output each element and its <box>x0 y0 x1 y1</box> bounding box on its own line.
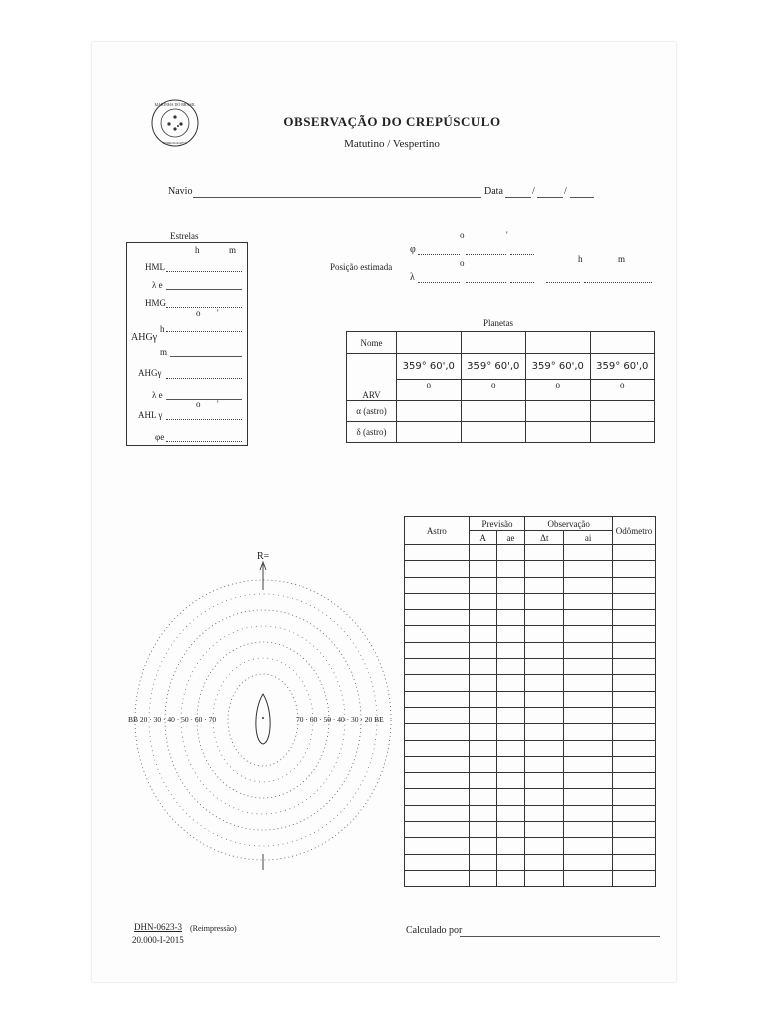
observation-cell[interactable] <box>613 610 656 626</box>
observation-cell[interactable] <box>564 822 613 838</box>
observation-row <box>405 724 656 740</box>
observation-cell[interactable] <box>564 756 613 772</box>
posicao-degree-mid: o <box>460 258 465 268</box>
phi-e-field[interactable] <box>166 441 242 442</box>
lambda-decimal-field[interactable] <box>510 282 534 283</box>
observation-cell[interactable] <box>469 724 496 740</box>
observation-cell[interactable] <box>525 838 564 854</box>
observation-cell[interactable] <box>469 561 496 577</box>
delta-entry-cell[interactable] <box>461 421 526 442</box>
observation-cell[interactable] <box>525 773 564 789</box>
observation-cell[interactable] <box>564 870 613 886</box>
data-year-field[interactable] <box>570 197 594 198</box>
observation-cell[interactable] <box>405 545 470 561</box>
previsao-header: Previsão <box>469 517 525 531</box>
planetas-row-label-delta: δ (astro) <box>347 421 397 442</box>
observation-cell[interactable] <box>564 740 613 756</box>
estrelas-m-header: m <box>229 245 237 255</box>
lambda-e-field-2[interactable] <box>166 399 242 400</box>
r-label: R= <box>257 551 270 562</box>
observation-cell[interactable] <box>496 724 525 740</box>
observation-cell[interactable] <box>496 805 525 821</box>
navio-label: Navio <box>168 186 193 197</box>
lambda-e-field-1[interactable] <box>166 289 242 290</box>
observation-cell[interactable] <box>496 642 525 658</box>
observation-cell[interactable] <box>496 675 525 691</box>
observation-cell[interactable] <box>496 610 525 626</box>
observation-cell[interactable] <box>525 545 564 561</box>
observation-cell[interactable] <box>405 789 470 805</box>
observation-cell[interactable] <box>525 707 564 723</box>
observation-cell[interactable] <box>525 822 564 838</box>
observation-row <box>405 593 656 609</box>
observation-cell[interactable] <box>564 724 613 740</box>
alpha-entry-cell[interactable] <box>590 400 655 421</box>
observation-cell[interactable] <box>564 707 613 723</box>
degree-mark-2: o <box>196 399 201 409</box>
observation-cell[interactable] <box>525 626 564 642</box>
observation-cell[interactable] <box>525 870 564 886</box>
observation-cell[interactable] <box>496 707 525 723</box>
lambda-e-label-1: λ e <box>152 280 163 290</box>
be-scale-label: 70 · 60 · 50 · 40 · 30 · 20 BE <box>296 715 384 724</box>
observation-cell[interactable] <box>564 577 613 593</box>
observation-cell[interactable] <box>564 561 613 577</box>
delta-t-header: Δt <box>525 531 564 545</box>
observation-cell[interactable] <box>613 838 656 854</box>
observation-cell[interactable] <box>469 805 496 821</box>
observation-cell[interactable] <box>496 626 525 642</box>
observation-row <box>405 626 656 642</box>
observation-cell[interactable] <box>405 659 470 675</box>
observation-cell[interactable] <box>469 740 496 756</box>
observation-row <box>405 691 656 707</box>
calculado-por-label: Calculado por <box>406 925 463 936</box>
observation-cell[interactable] <box>564 610 613 626</box>
observation-cell[interactable] <box>496 838 525 854</box>
minute-mark-2: ' <box>217 399 219 409</box>
observation-cell[interactable] <box>564 675 613 691</box>
phi-minutes-field[interactable] <box>466 254 506 255</box>
planet-name-cell[interactable] <box>526 332 591 354</box>
observation-cell[interactable] <box>496 659 525 675</box>
planet-name-cell[interactable] <box>461 332 526 354</box>
observation-cell[interactable] <box>496 545 525 561</box>
observation-cell[interactable] <box>613 561 656 577</box>
observation-cell[interactable] <box>613 756 656 772</box>
observation-cell[interactable] <box>469 870 496 886</box>
observation-cell[interactable] <box>525 610 564 626</box>
lambda-e-label-2: λ e <box>152 390 163 400</box>
center-dot <box>262 717 264 719</box>
observation-row <box>405 545 656 561</box>
observation-cell[interactable] <box>405 610 470 626</box>
observation-cell[interactable] <box>525 854 564 870</box>
m-small-label: m <box>160 347 168 357</box>
observation-cell[interactable] <box>469 593 496 609</box>
hml-label: HML <box>145 262 165 272</box>
observation-cell[interactable] <box>564 838 613 854</box>
observation-cell[interactable] <box>525 805 564 821</box>
observation-cell[interactable] <box>469 707 496 723</box>
delta-entry-cell[interactable] <box>590 421 655 442</box>
observation-row <box>405 870 656 886</box>
posicao-m-field[interactable] <box>584 282 652 283</box>
observation-cell[interactable] <box>525 642 564 658</box>
data-separator-2: / <box>564 186 567 197</box>
arv-entry-cell[interactable] <box>397 380 462 400</box>
arv-value-cell: 359° 60',0 <box>461 354 526 380</box>
altitude-ring <box>228 674 298 766</box>
observation-row <box>405 740 656 756</box>
planetas-title: Planetas <box>483 318 513 328</box>
observation-cell[interactable] <box>613 789 656 805</box>
observation-cell[interactable] <box>613 773 656 789</box>
observation-cell[interactable] <box>613 642 656 658</box>
posicao-m-header: m <box>618 254 626 264</box>
observation-cell[interactable] <box>525 561 564 577</box>
observation-cell[interactable] <box>405 626 470 642</box>
observation-cell[interactable] <box>613 545 656 561</box>
observation-row <box>405 610 656 626</box>
planet-name-cell[interactable] <box>590 332 655 354</box>
arv-value-cell: 359° 60',0 <box>590 354 655 380</box>
phi-e-label: φe <box>155 432 165 442</box>
planetas-table <box>346 331 655 443</box>
observation-cell[interactable] <box>525 789 564 805</box>
observation-cell[interactable] <box>613 740 656 756</box>
observation-cell[interactable] <box>613 870 656 886</box>
observation-cell[interactable] <box>405 593 470 609</box>
h-small-label: h <box>160 324 165 334</box>
observation-row <box>405 642 656 658</box>
ai-header: ai <box>564 531 613 545</box>
alpha-entry-cell[interactable] <box>526 400 591 421</box>
svg-text:HIDROGRAFIA: HIDROGRAFIA <box>162 141 188 145</box>
astro-header: Astro <box>405 517 470 545</box>
m-small-field[interactable] <box>170 356 242 357</box>
phi-label: φ <box>410 244 416 255</box>
estrelas-title: Estrelas <box>170 231 199 241</box>
observation-cell[interactable] <box>564 545 613 561</box>
observation-cell[interactable] <box>405 773 470 789</box>
observation-cell[interactable] <box>496 740 525 756</box>
observation-cell[interactable] <box>613 854 656 870</box>
observation-cell[interactable] <box>405 805 470 821</box>
planetas-row-label-blank <box>347 354 397 380</box>
h-small-field[interactable] <box>166 331 242 332</box>
data-month-field[interactable] <box>537 197 563 198</box>
observation-cell[interactable] <box>613 805 656 821</box>
observation-cell[interactable] <box>613 577 656 593</box>
posicao-degree-top: o <box>460 230 465 240</box>
ahg-gamma-label-1: AHGγ <box>131 332 158 343</box>
observation-cell[interactable] <box>469 838 496 854</box>
observation-cell[interactable] <box>469 854 496 870</box>
observation-row <box>405 805 656 821</box>
observation-cell[interactable] <box>405 870 470 886</box>
observation-cell[interactable] <box>469 822 496 838</box>
observation-cell[interactable] <box>564 642 613 658</box>
observation-row <box>405 707 656 723</box>
observation-cell[interactable] <box>525 724 564 740</box>
svg-text:MARINHA DO BRASIL: MARINHA DO BRASIL <box>154 102 196 107</box>
planet-name-cell[interactable] <box>397 332 462 354</box>
planetas-row-label-arv: ARV <box>347 380 397 400</box>
observation-cell[interactable] <box>564 593 613 609</box>
observation-cell[interactable] <box>613 691 656 707</box>
observation-cell[interactable] <box>469 610 496 626</box>
observation-cell[interactable] <box>613 707 656 723</box>
observation-cell[interactable] <box>405 561 470 577</box>
observation-row <box>405 854 656 870</box>
observation-cell[interactable] <box>564 691 613 707</box>
observation-cell[interactable] <box>469 626 496 642</box>
arv-entry-cell[interactable] <box>461 380 526 400</box>
observation-cell[interactable] <box>613 659 656 675</box>
a-header: A <box>469 531 496 545</box>
observation-cell[interactable] <box>525 691 564 707</box>
observation-cell[interactable] <box>564 789 613 805</box>
observation-cell[interactable] <box>525 675 564 691</box>
observation-cell[interactable] <box>496 561 525 577</box>
planetas-row-label-alpha: α (astro) <box>347 400 397 421</box>
arv-value-cell: 359° 60',0 <box>526 354 591 380</box>
navio-field[interactable] <box>193 197 481 198</box>
degree-mark: o <box>491 380 496 391</box>
observation-cell[interactable] <box>496 870 525 886</box>
lambda-minutes-field[interactable] <box>466 282 506 283</box>
estrelas-h-header: h <box>195 245 200 255</box>
observation-cell[interactable] <box>469 756 496 772</box>
observation-cell[interactable] <box>564 659 613 675</box>
arv-entry-cell[interactable] <box>590 380 655 400</box>
observation-cell[interactable] <box>469 675 496 691</box>
degree-mark: o <box>555 380 560 391</box>
reimpressao-label: (Reimpressão) <box>190 924 237 933</box>
degree-mark: o <box>426 380 431 391</box>
observation-cell[interactable] <box>496 577 525 593</box>
observation-cell[interactable] <box>405 724 470 740</box>
observation-row <box>405 789 656 805</box>
ae-header: ae <box>496 531 525 545</box>
observation-cell[interactable] <box>564 773 613 789</box>
hmg-label: HMG <box>145 298 167 308</box>
arv-value-cell: 359° 60',0 <box>397 354 462 380</box>
observation-cell[interactable] <box>405 691 470 707</box>
bb-scale-label: BB 20 · 30 · 40 · 50 · 60 · 70 <box>128 715 217 724</box>
ahg-gamma-label-2: AHGγ <box>138 368 162 378</box>
lambda-degrees-field[interactable] <box>418 282 460 283</box>
ahl-gamma-field[interactable] <box>166 419 242 420</box>
degree-mark: o <box>620 380 625 391</box>
observation-row <box>405 773 656 789</box>
hmg-field[interactable] <box>166 307 242 308</box>
observacao-header: Observação <box>525 517 613 531</box>
observation-cell[interactable] <box>405 822 470 838</box>
observation-cell[interactable] <box>405 675 470 691</box>
observation-cell[interactable] <box>613 593 656 609</box>
form-code: DHN-0623-3 <box>134 922 182 932</box>
odometro-header: Odômetro <box>613 517 656 545</box>
posicao-h-field[interactable] <box>546 282 580 283</box>
observation-cell[interactable] <box>496 789 525 805</box>
lambda-label: λ <box>410 272 415 283</box>
observation-cell[interactable] <box>564 626 613 642</box>
observation-cell[interactable] <box>564 805 613 821</box>
observation-cell[interactable] <box>405 707 470 723</box>
page-subtitle: Matutino / Vespertino <box>344 138 440 150</box>
calculado-por-field[interactable] <box>460 936 660 937</box>
observation-row <box>405 838 656 854</box>
observation-cell[interactable] <box>469 642 496 658</box>
degree-mark-1: o <box>196 308 201 318</box>
arv-entry-cell[interactable] <box>526 380 591 400</box>
observation-cell[interactable] <box>525 756 564 772</box>
observation-cell[interactable] <box>405 740 470 756</box>
observation-row <box>405 561 656 577</box>
observation-cell[interactable] <box>613 822 656 838</box>
delta-entry-cell[interactable] <box>397 421 462 442</box>
observation-cell[interactable] <box>405 577 470 593</box>
observation-cell[interactable] <box>564 854 613 870</box>
posicao-minute-top: ' <box>506 230 508 240</box>
data-label: Data <box>484 186 503 197</box>
observation-cell[interactable] <box>525 577 564 593</box>
hml-field[interactable] <box>166 271 242 272</box>
observation-cell[interactable] <box>613 626 656 642</box>
observation-cell[interactable] <box>469 659 496 675</box>
observation-cell[interactable] <box>613 675 656 691</box>
observation-cell[interactable] <box>405 756 470 772</box>
observation-cell[interactable] <box>496 593 525 609</box>
posicao-h-header: h <box>578 254 583 264</box>
data-separator-1: / <box>532 186 535 197</box>
minute-mark-1: ' <box>217 308 219 318</box>
ahl-gamma-label: AHL γ <box>138 410 163 420</box>
observation-cell[interactable] <box>496 773 525 789</box>
observation-cell[interactable] <box>405 854 470 870</box>
observation-cell[interactable] <box>469 577 496 593</box>
observation-cell[interactable] <box>496 854 525 870</box>
observation-row <box>405 756 656 772</box>
observation-row <box>405 822 656 838</box>
observation-row <box>405 659 656 675</box>
observation-cell[interactable] <box>496 822 525 838</box>
observation-row <box>405 577 656 593</box>
observation-cell[interactable] <box>496 691 525 707</box>
observation-cell[interactable] <box>525 740 564 756</box>
ahg-gamma-field-2[interactable] <box>166 378 242 379</box>
phi-decimal-field[interactable] <box>510 254 534 255</box>
observation-cell[interactable] <box>469 545 496 561</box>
data-day-field[interactable] <box>505 197 531 198</box>
observation-cell[interactable] <box>469 773 496 789</box>
observation-cell[interactable] <box>405 642 470 658</box>
observation-cell[interactable] <box>405 838 470 854</box>
observation-cell[interactable] <box>469 691 496 707</box>
observation-row <box>405 675 656 691</box>
phi-degrees-field[interactable] <box>418 254 460 255</box>
observation-cell[interactable] <box>613 724 656 740</box>
observation-cell[interactable] <box>496 756 525 772</box>
posicao-estimada-label: Posição estimada <box>330 262 393 272</box>
observation-table <box>404 516 656 887</box>
alpha-entry-cell[interactable] <box>397 400 462 421</box>
planetas-row-label-nome: Nome <box>347 332 397 354</box>
delta-entry-cell[interactable] <box>526 421 591 442</box>
observation-cell[interactable] <box>469 789 496 805</box>
alpha-entry-cell[interactable] <box>461 400 526 421</box>
observation-cell[interactable] <box>525 659 564 675</box>
page-title: OBSERVAÇÃO DO CREPÚSCULO <box>283 114 501 129</box>
observation-cell[interactable] <box>525 593 564 609</box>
print-info: 20.000-I-2015 <box>132 935 184 945</box>
